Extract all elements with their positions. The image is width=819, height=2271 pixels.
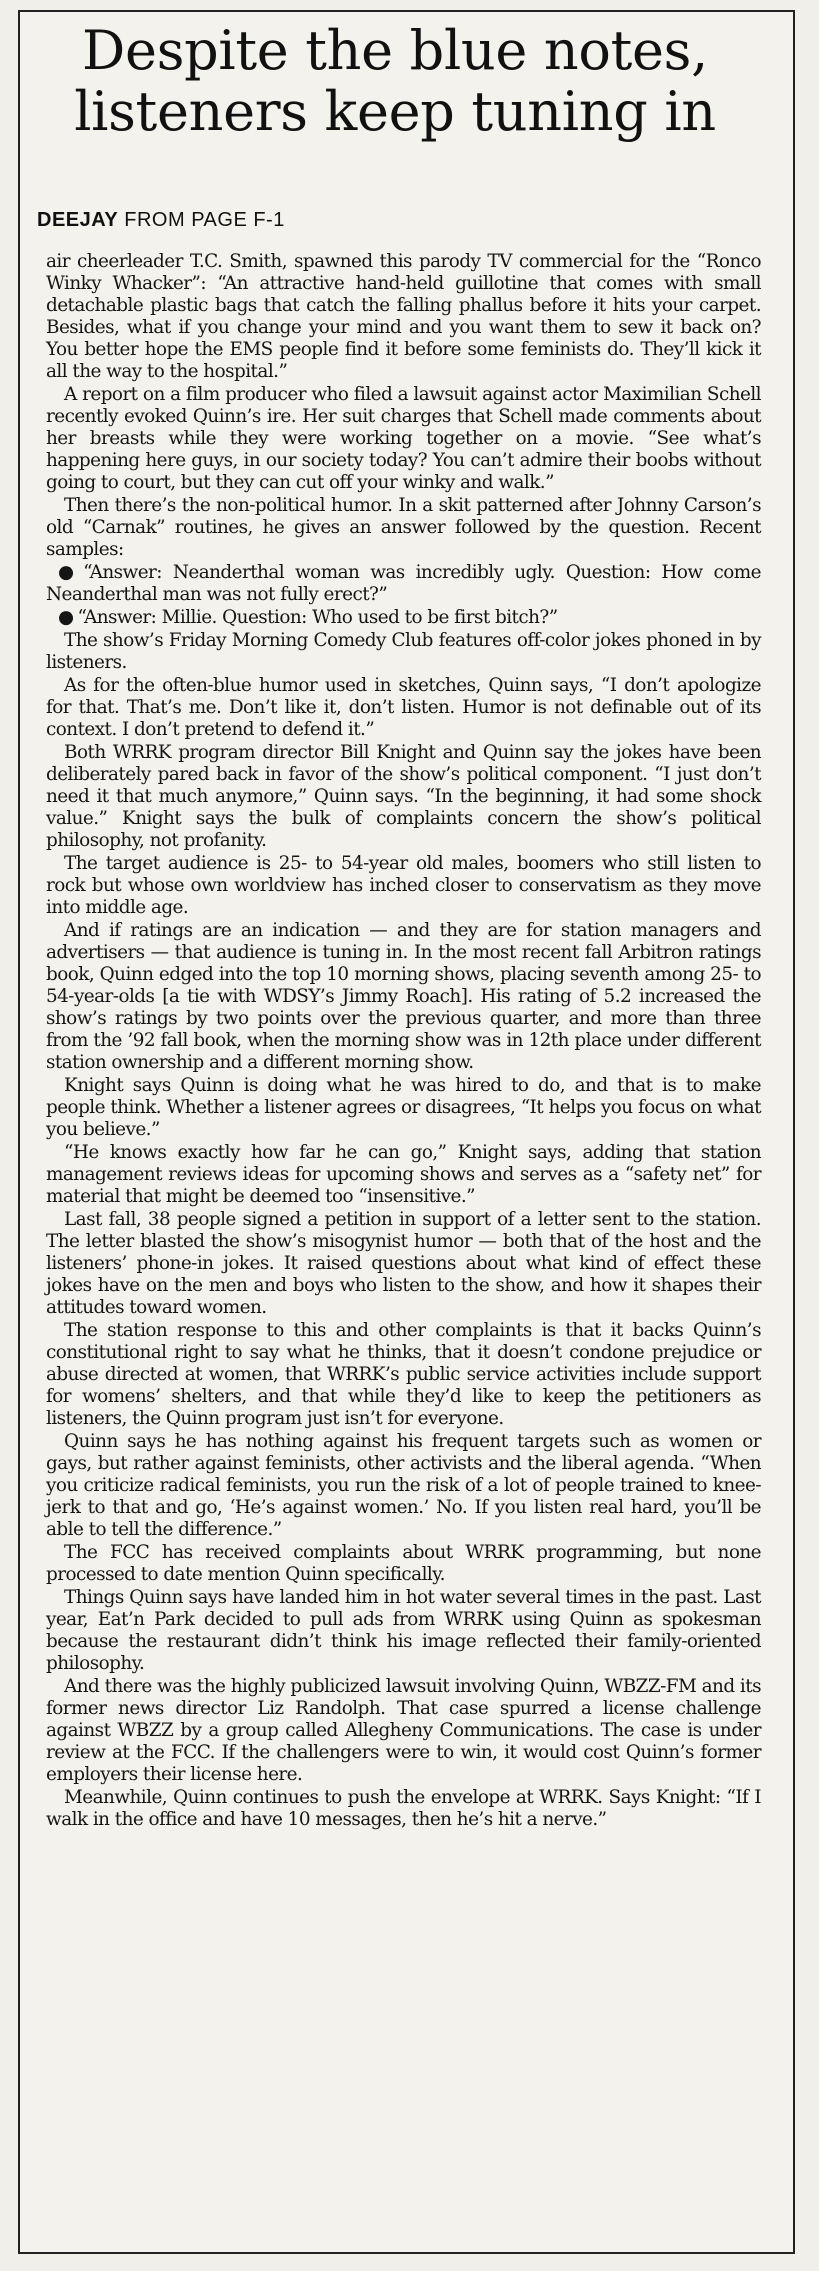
article-body xyxy=(46,251,761,1832)
paragraph: And there was the highly publicized lawsuit involving Quinn, WBZZ-FM and its former news director Liz Randolph. That case spurred a license challenge against WBZZ by a group called Allegheny Communications. The case is under review at the FCC. If the challengers were to win, it would cost Quinn’s former employers their license here. xyxy=(46,1676,761,1785)
bullet-text: “Answer: Millie. Question: Who used to be first bitch?” xyxy=(77,607,558,628)
jump-keyword: DEEJAY xyxy=(37,209,119,231)
bullet-icon: ● xyxy=(58,607,74,628)
paragraph: Meanwhile, Quinn continues to push the envelope at WRRK. Says Knight: “If I walk in the office and have 10 messages, then he’s hit a nerve.” xyxy=(46,1787,761,1830)
paragraph: Quinn says he has nothing against his frequent targets such as women or gays, but rather against feminists, other activists and the liberal agenda. “When you criticize radical feminists, you run the risk of a lot of people trained to knee-jerk to that and go, ‘He’s against women.’ No. If you listen real hard, you’ll be able to tell the difference.” xyxy=(46,1431,761,1540)
paragraph: And if ratings are an indication — and they are for station managers and advertisers — that audience is tuning in. In the most recent fall Arbitron ratings book, Quinn edged into the top 10 morning shows, placing seventh among 25- to 54-year-olds [a tie with WDSY’s Jimmy Roach]. His rating of 5.2 increased the show’s ratings by two points over the previous quarter, and more than three from the ’92 fall book, when the morning show was in 12th place under different station ownership and a different morning show. xyxy=(46,920,761,1073)
paragraph: The station response to this and other complaints is that it backs Quinn’s constitutional right to say what he thinks, that it doesn’t condone prejudice or abuse directed at women, that WRRK’s public service activities include support for womens’ shelters, and that while they’d like to keep the petitioners as listeners, the Quinn program just isn’t for everyone. xyxy=(46,1320,761,1429)
paragraph: air cheerleader T.C. Smith, spawned this parody TV commercial for the “Ronco Winky Whacker”: “An attractive hand-held guillotine that comes with small detachable plastic bags that catch the falling phallus before it hits your carpet. Besides, what if you change your mind and you want them to sew it back on? You better hope the EMS people find it before some feminists do. They’ll kick it all the way to the hospital.” xyxy=(46,251,761,382)
bullet-icon: ● xyxy=(58,562,80,583)
paragraph: Then there’s the non-political humor. In a skit patterned after Johnny Carson’s old “Carnak” routines, he gives an answer followed by the question. Recent samples: xyxy=(46,495,761,560)
paragraph: Both WRRK program director Bill Knight and Quinn say the jokes have been deliberately pared back in favor of the show’s political component. “I just don’t need it that much anymore,” Quinn says. “In the beginning, it had some shock value.” Knight says the bulk of complaints concern the show’s political philosophy, not profanity. xyxy=(46,742,761,851)
paragraph: The show’s Friday Morning Comedy Club features off-color jokes phoned in by listeners. xyxy=(46,630,761,673)
paragraph: A report on a film producer who filed a lawsuit against actor Maximilian Schell recently evoked Quinn’s ire. Her suit charges that Schell made comments about her breasts while they were working together on a movie. “See what’s happening here guys, in our society today? You can’t admire their boobs without going to court, but they can cut off your winky and walk.” xyxy=(46,384,761,493)
paragraph: Knight says Quinn is doing what he was hired to do, and that is to make people think. Whether a listener agrees or disagrees, “It helps you focus on what you believe.” xyxy=(46,1075,761,1140)
bullet-paragraph xyxy=(46,562,761,606)
paragraph: Things Quinn says have landed him in hot water several times in the past. Last year, Eat’n Park decided to pull ads from WRRK using Quinn as spokesman because the restaurant didn’t think his image reflected their family-oriented philosophy. xyxy=(46,1587,761,1674)
paragraph: The target audience is 25- to 54-year old males, boomers who still listen to rock but whose own worldview has inched closer to conservatism as they move into middle age. xyxy=(46,853,761,918)
headline xyxy=(30,20,760,142)
bullet-paragraph xyxy=(46,607,761,629)
headline-line-1: Despite the blue notes, xyxy=(82,19,708,82)
paragraph: The FCC has received complaints about WRRK programming, but none processed to date mention Quinn specifically. xyxy=(46,1542,761,1585)
jump-line xyxy=(37,209,285,232)
paragraph: Last fall, 38 people signed a petition in support of a letter sent to the station. The letter blasted the show’s misogynist humor — both that of the host and the listeners’ phone-in jokes. It raised questions about what kind of effect these jokes have on the men and boys who listen to the show, and how it shapes their attitudes toward women. xyxy=(46,1209,761,1318)
paragraph: As for the often-blue humor used in sketches, Quinn says, “I don’t apologize for that. That’s me. Don’t like it, don’t listen. Humor is not definable out of its context. I don’t pretend to defend it.” xyxy=(46,675,761,740)
bullet-text: “Answer: Neanderthal woman was incredibly ugly. Question: How come Neanderthal man was not fully erect?” xyxy=(46,562,761,605)
paragraph: “He knows exactly how far he can go,” Knight says, adding that station management reviews ideas for upcoming shows and serves as a “safety net” for material that might be deemed too “insensitive.” xyxy=(46,1142,761,1207)
headline-line-2: listeners keep tuning in xyxy=(74,80,716,143)
jump-source: FROM PAGE F-1 xyxy=(118,209,285,231)
